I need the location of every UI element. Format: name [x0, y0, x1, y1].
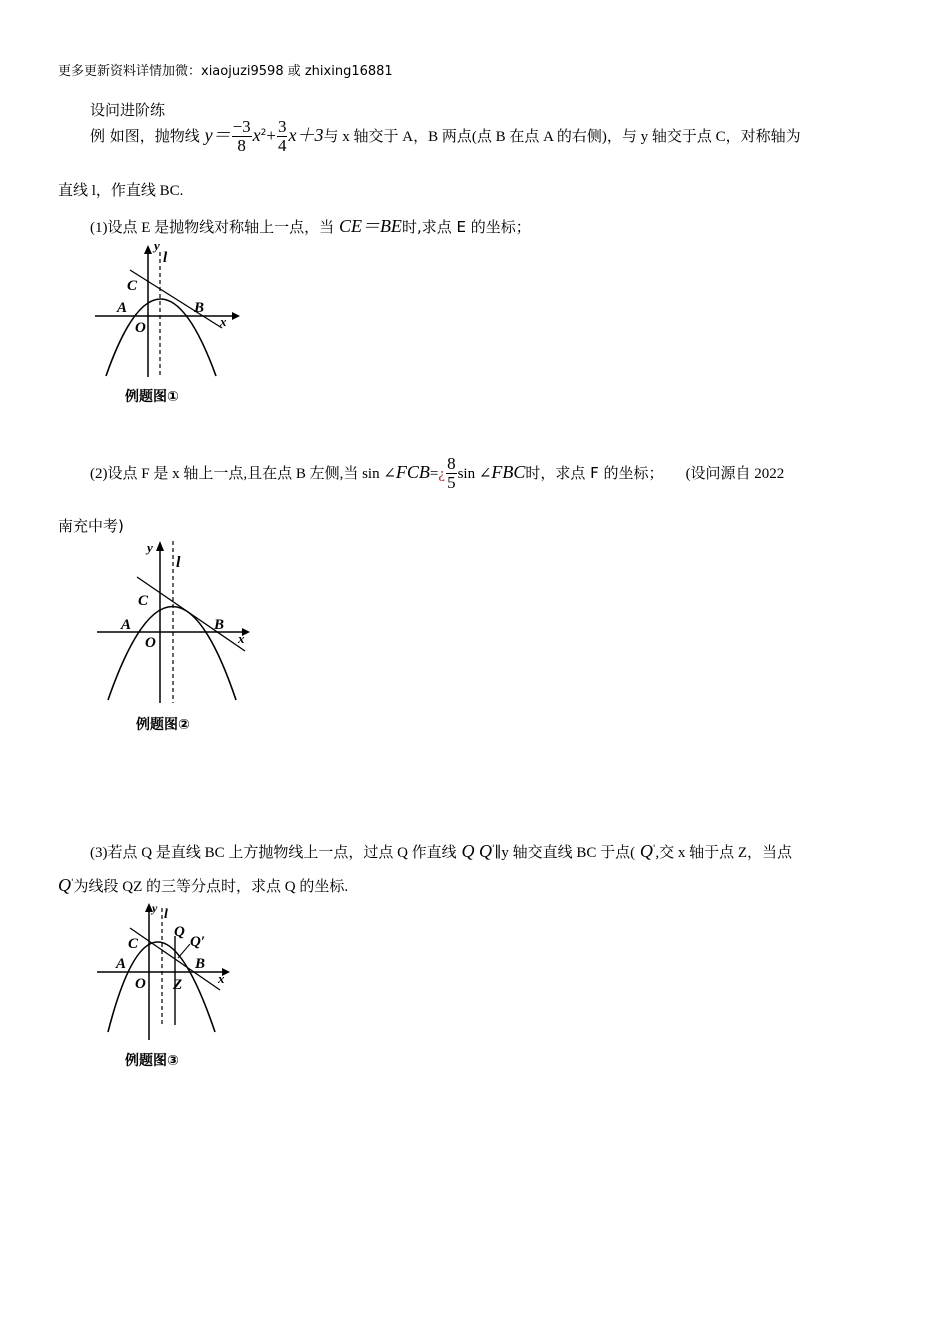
question-3 [90, 841, 792, 862]
label-x: x [238, 631, 245, 646]
label-o: O [145, 635, 156, 651]
label-a: A [117, 300, 128, 316]
page-header: 更多更新资料详情加微：xiaojuzi9598 或 zhixing16881 [58, 64, 393, 79]
label-c: C [127, 278, 138, 294]
example-line-2: 直线 l，作直线 BC. [58, 183, 184, 199]
q3-math-1: Q Q [461, 841, 492, 861]
q2-math-2: FBC [491, 462, 526, 482]
label-l: l [164, 907, 168, 922]
formula-x: x [252, 125, 261, 145]
q3-line-2 [58, 875, 348, 896]
q3-prime-2: ' [652, 844, 656, 854]
label-y: y [152, 901, 158, 915]
figure-2 [92, 535, 262, 715]
q3-mid: ∥y 轴交直线 BC 于点( [494, 845, 636, 861]
q2-equals: = [429, 466, 439, 482]
q2-fraction-den: 5 [447, 473, 456, 492]
label-b: B [194, 300, 205, 316]
label-a: A [116, 956, 127, 972]
q2-fraction-num: 8 [447, 454, 456, 473]
y-axis-arrow [144, 245, 152, 254]
fraction-2-den: 4 [277, 136, 287, 155]
label-a: A [121, 617, 132, 633]
q2-prefix: (2)设点 F 是 x 轴上一点,且在点 B 左侧,当 sin ∠ [90, 466, 396, 482]
q1-prefix: (1)设点 E 是抛物线对称轴上一点，当 [90, 220, 335, 236]
q2-suffix: 时，求点 F 的坐标； [525, 464, 664, 482]
q2-fraction [446, 455, 457, 492]
fraction-2 [277, 118, 288, 155]
label-o: O [135, 976, 146, 992]
label-c: C [128, 936, 139, 952]
label-y: y [154, 242, 160, 253]
label-b: B [214, 617, 225, 633]
label-q-prime: Q′ [190, 934, 206, 950]
q2-line-2: 南充中考) [58, 517, 124, 535]
q3-math-2: Q [639, 841, 653, 861]
q3-prefix: (3)若点 Q 是直线 BC 上方抛物线上一点，过点 Q 作直线 [90, 845, 457, 861]
q3-prime-1: ' [491, 844, 495, 854]
x-axis-arrow [232, 312, 240, 320]
fraction-2-num: 3 [277, 117, 287, 136]
formula-plus: + [266, 126, 276, 145]
q3-line-2-rest: 为线段 QZ 的三等分点时，求点 Q 的坐标. [73, 879, 349, 895]
q3-rest: ,交 x 轴于点 Z，当点 [655, 845, 793, 861]
label-c: C [138, 593, 149, 609]
q2-sin: sin ∠ [457, 466, 492, 482]
question-1 [90, 212, 531, 238]
y-axis-arrow [156, 541, 164, 551]
fraction-1-num: −3 [232, 117, 251, 136]
label-b: B [195, 956, 206, 972]
figure-3-caption: 例题图③ [125, 1053, 179, 1069]
figure-2-caption: 例题图② [136, 717, 190, 733]
question-2 [90, 455, 784, 492]
label-l: l [176, 554, 181, 571]
fraction-1 [232, 118, 252, 155]
label-z: Z [173, 977, 183, 993]
q3-line-2-math: Q [58, 875, 71, 895]
formula-y: y＝ [204, 125, 231, 145]
label-o: O [135, 320, 146, 336]
q2-red-mark: ¿ [438, 466, 446, 482]
label-x: x [220, 314, 227, 329]
q1-math: CE＝BE [338, 216, 402, 236]
label-l: l [163, 250, 168, 266]
formula-tail: x＋3 [288, 125, 324, 145]
example-line-1 [90, 118, 801, 155]
q2-math-1: FCB [395, 462, 430, 482]
figure-1-caption: 例题图① [125, 389, 179, 405]
figure-3 [92, 900, 252, 1045]
q3-line-2-prime: ' [71, 878, 74, 888]
formula-exponent: 2 [260, 128, 267, 138]
example-lead: 例 如图，抛物线 [90, 127, 200, 145]
label-x: x [218, 971, 225, 986]
section-title: 设问进阶练 [90, 101, 166, 119]
pointer-line [178, 944, 190, 958]
example-rest: 与 x 轴交于 A，B 两点(点 B 在点 A 的右侧)，与 y 轴交于点 C，对称轴为 [323, 129, 801, 145]
q2-source: (设问源自 2022 [685, 466, 785, 482]
label-q: Q [174, 924, 185, 940]
q1-suffix: 时,求点 E 的坐标； [401, 218, 531, 236]
label-y: y [147, 540, 153, 555]
fraction-1-den: 8 [237, 136, 246, 155]
